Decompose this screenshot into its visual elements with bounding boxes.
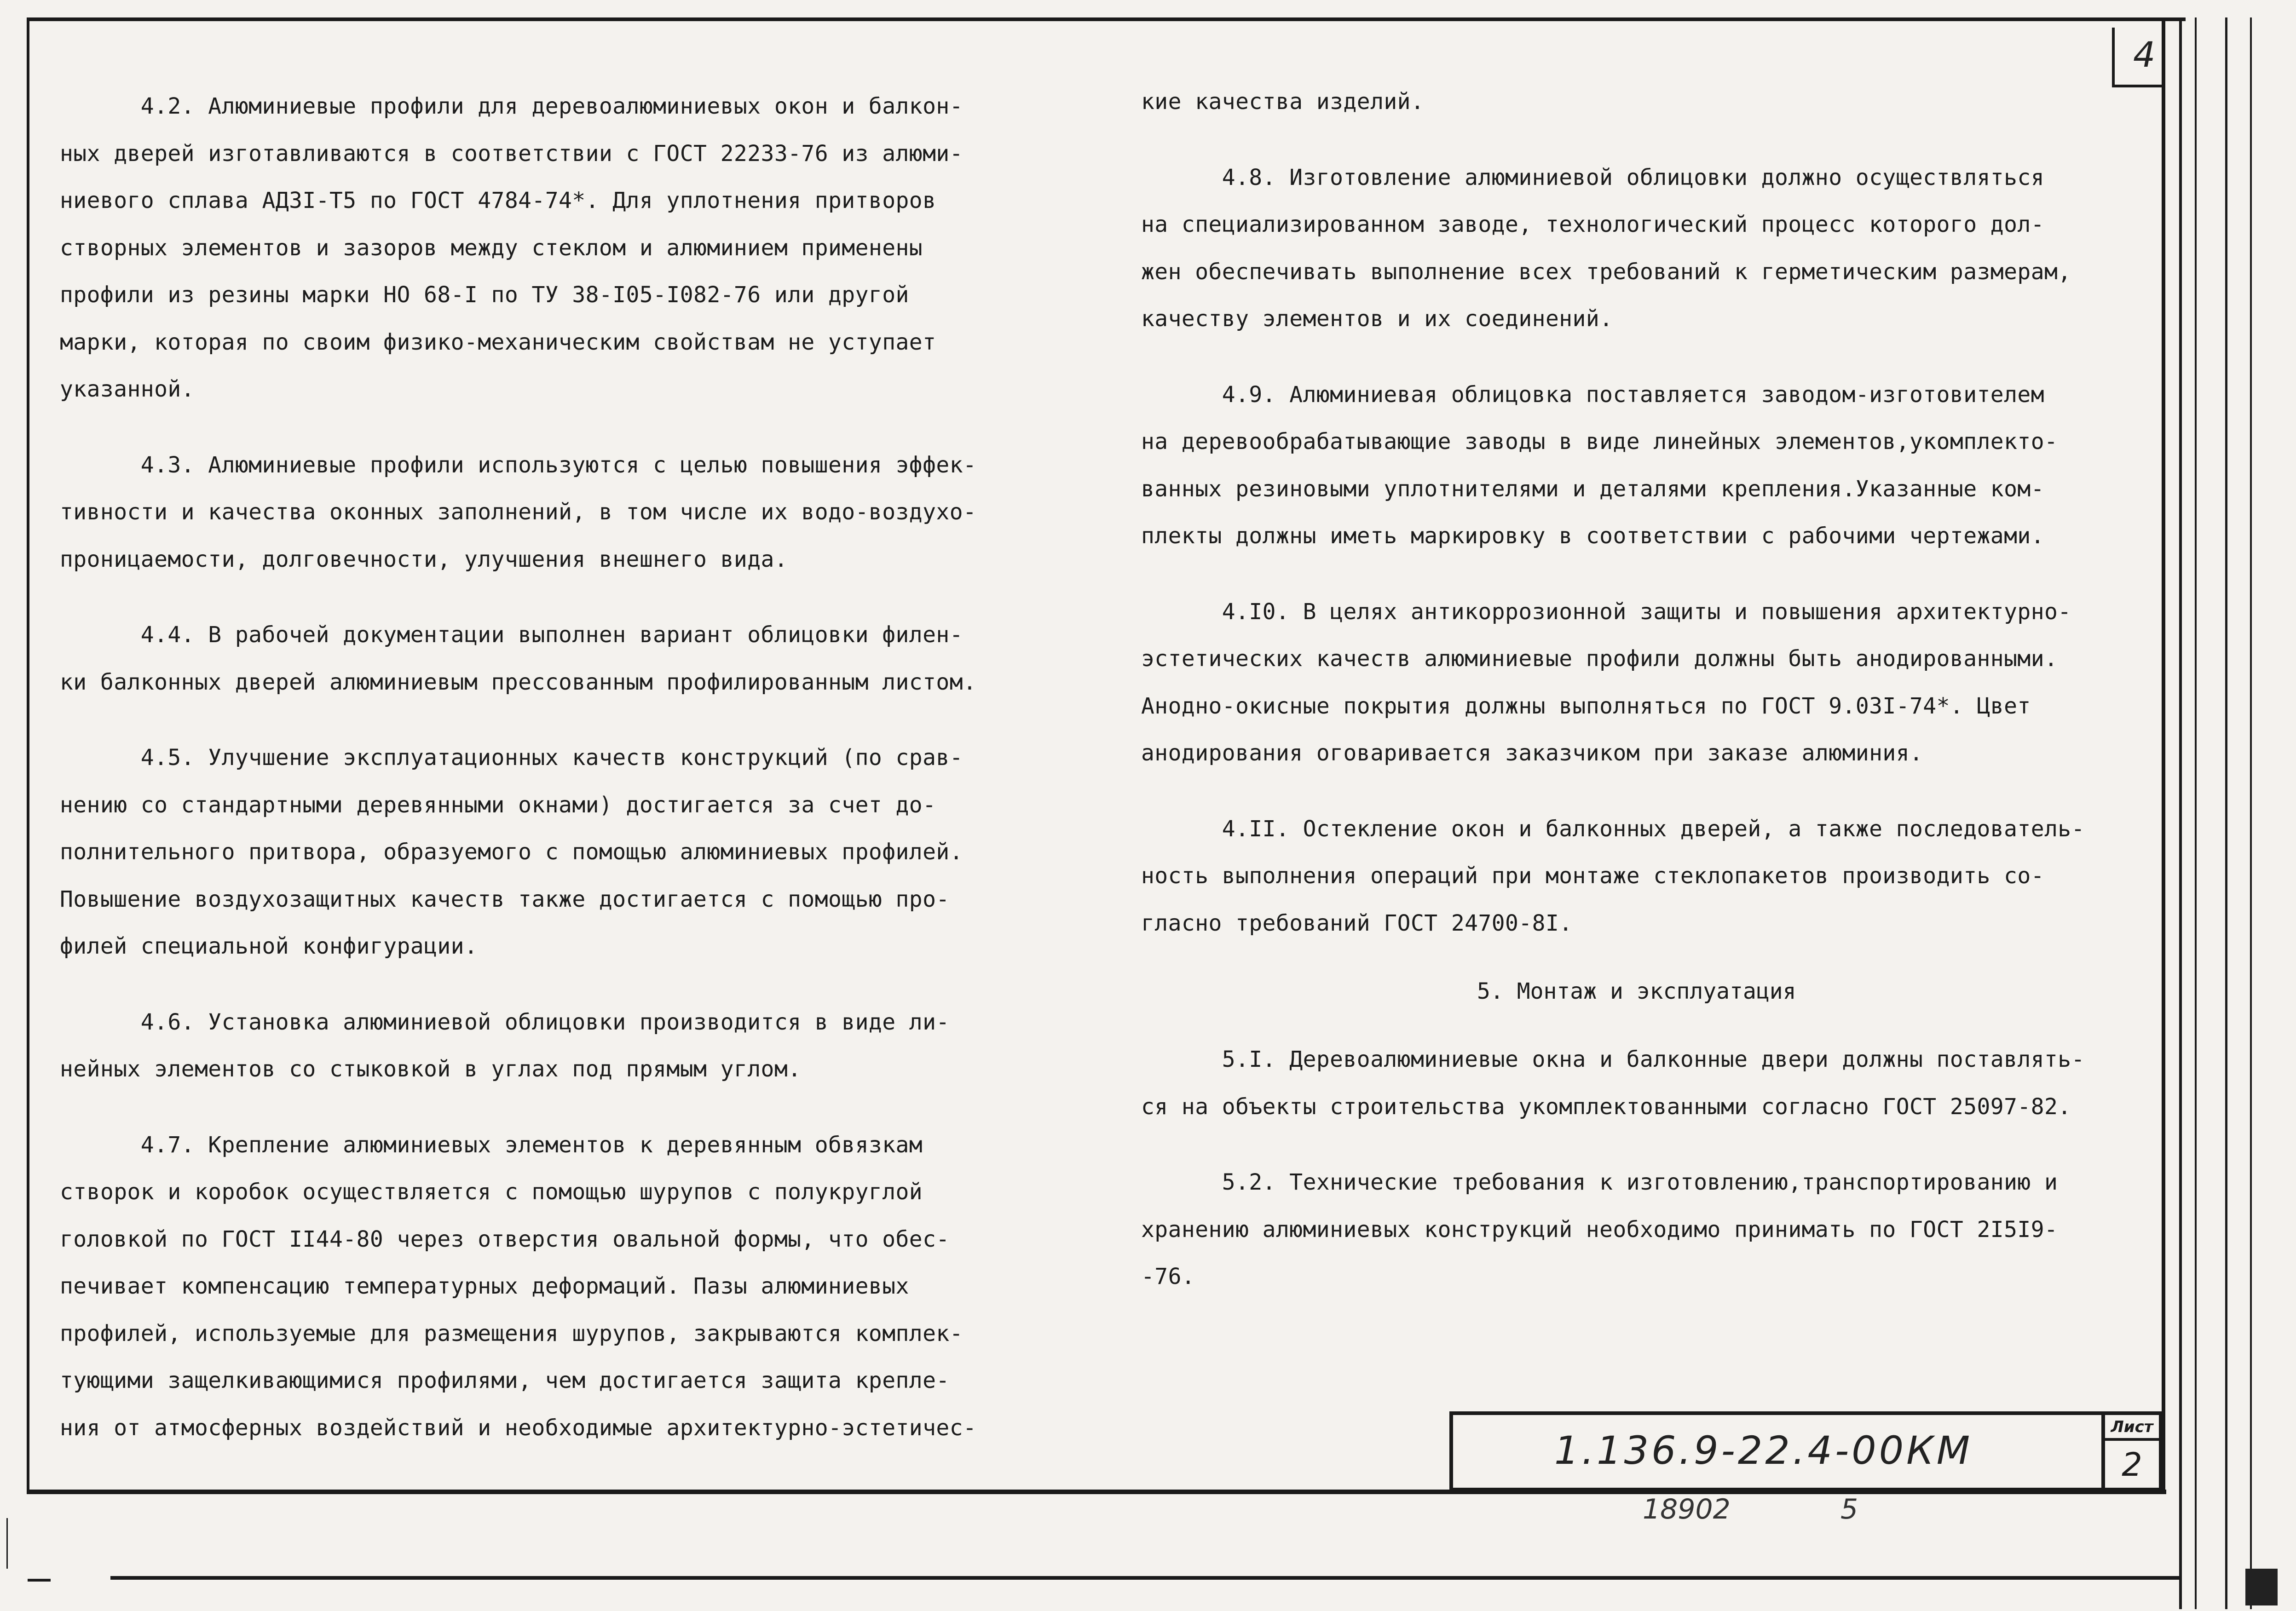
frame-left-lower-line [6,1518,8,1569]
frame-top-line [28,17,2186,21]
text-line: филей специальной конфигурации. [60,933,478,959]
text-line: качеству элементов и их соединений. [1141,306,1613,332]
sheet-label: Лист [2105,1415,2159,1441]
title-sheet-cell [2101,1415,2159,1488]
text-line: ки балконных дверей алюминиевым прессованным профилированным листом. [60,669,977,695]
paragraph [60,83,1035,413]
text-line: Анодно-окисные покрытия должны выполняться по ГОСТ 9.03I-74*. Цвет [1141,693,2031,719]
left-text-column [60,83,1035,1451]
corner-mark [2245,1569,2278,1605]
document-code: 1.136.9-22.4-00КМ [1554,1428,1973,1473]
right-text-column [1141,78,2144,1300]
text-line: 4.4. В рабочей документации выполнен вариант облицовки филен- [60,622,963,648]
text-line: марки, которая по своим физико-механическим свойствам не уступает [60,329,936,355]
text-line: на специализированном заводе, технологический процесс которого дол- [1141,212,2044,237]
text-line: 4.7. Крепление алюминиевых элементов к деревянным обвязкам [60,1132,923,1158]
paragraph [1141,1036,2144,1130]
text-line: анодирования оговаривается заказчиком при заказе алюминия. [1141,740,1923,766]
paragraph [60,999,1035,1093]
text-line: -76. [1141,1264,1195,1289]
text-line: головкой по ГОСТ II44-80 через отверстия овальной формы, что обес- [60,1226,950,1252]
page-count-number: 5 [1840,1493,1858,1525]
text-line: 4.5. Улучшение эксплуатационных качеств конструкций (по срав- [60,745,963,771]
paragraph [60,734,1035,970]
frame-lower-line [110,1576,2181,1580]
text-line: ность выполнения операций при монтаже стеклопакетов производить со- [1141,863,2044,889]
text-line: 4.9. Алюминиевая облицовка поставляется заводом-изготовителем [1141,381,2044,408]
text-line: створных элементов и зазоров между стеклом и алюминием применены [60,235,923,261]
text-line: кие качества изделий. [1141,89,1425,115]
paragraph [60,1122,1035,1452]
text-line: печивает компенсацию температурных деформаций. Пазы алюминиевых [60,1273,909,1299]
text-line: проницаемости, долговечности, улучшения внешнего вида. [60,546,788,572]
text-line: нению со стандартными деревянными окнами) достигается за счет до- [60,792,936,818]
text-line: эстетических качеств алюминиевые профили должны быть анодированными. [1141,646,2058,672]
text-line: хранению алюминиевых конструкций необходимо принимать по ГОСТ 2I5I9- [1141,1216,2058,1243]
text-line: профили из резины марки НО 68-I по ТУ 38-I05-I082-76 или другой [60,282,909,308]
binding-line [2225,17,2227,1609]
text-line: гласно требований ГОСТ 24700-8I. [1141,910,1573,936]
text-line: 4.2. Алюминиевые профили для деревоалюминиевых окон и балкон- [60,93,963,119]
text-line: на деревообрабатывающие заводы в виде линейных элементов,укомплекто- [1141,429,2058,455]
top-sheet-number: 4 [2133,34,2156,75]
text-line: ванных резиновыми уплотнителями и деталями крепления.Указанные ком- [1141,476,2044,502]
text-line: 4.II. Остекление окон и балконных дверей, а также последователь- [1141,816,2085,842]
text-line: жен обеспечивать выполнение всех требований к герметическим размерам, [1141,259,2071,285]
frame-right-line [2162,17,2165,1494]
section-heading: 5. Монтаж и эксплуатация [1477,978,1796,1004]
text-line: 4.8. Изготовление алюминиевой облицовки должно осуществляться [1141,164,2044,190]
text-line: 4.I0. В целях антикоррозионной защиты и повышения архитектурно- [1141,598,2071,625]
frame-left-line [27,17,29,1490]
paragraph [1141,371,2144,560]
archive-number: 18902 [1643,1493,1731,1525]
binding-line [2250,17,2252,1609]
section-5-paragraphs [1141,1036,2144,1300]
title-block [1449,1411,2163,1491]
text-line: ных дверей изготавливаются в соответствии с ГОСТ 22233-76 из алюми- [60,140,963,167]
text-line: Повышение воздухозащитных качеств также достигается с помощью про- [60,886,950,912]
paragraph [1141,1159,2144,1300]
text-line: профилей, используемые для размещения шурупов, закрываются комплек- [60,1320,963,1346]
text-line: 4.6. Установка алюминиевой облицовки производится в виде ли- [60,1009,950,1035]
right-column-paragraphs [1141,78,2144,947]
text-line: створок и коробок осуществляется с помощью шурупов с полукруглой [60,1179,923,1205]
text-line: ниевого сплава АДЗI-Т5 по ГОСТ 4784-74*. Для уплотнения притворов [60,188,936,213]
text-line: 5.I. Деревоалюминиевые окна и балконные двери должны поставлять- [1141,1047,2085,1072]
text-line: нейных элементов со стыковкой в углах под прямым углом. [60,1056,802,1082]
text-line: тивности и качества оконных заполнений, в том числе их водо-воздухо- [60,499,977,525]
text-line: 4.3. Алюминиевые профили используются с целью повышения эффек- [60,452,977,478]
paragraph [1141,806,2144,947]
paragraph [60,611,1035,706]
text-line: тующими защелкивающимися профилями, чем достигается защита крепле- [60,1368,950,1393]
sheet-number: 2 [2122,1446,2142,1484]
text-line: ния от атмосферных воздействий и необходимые архитектурно-эстетичес- [60,1415,977,1441]
paragraph [1141,154,2144,343]
text-line: плекты должны иметь маркировку в соответствии с рабочими чертежами. [1141,523,2044,549]
paragraph [1141,588,2144,777]
text-line: ся на объекты строительства укомплектованными согласно ГОСТ 25097-82. [1141,1093,2071,1120]
text-line: указанной. [60,376,195,402]
edge-mark [28,1579,51,1582]
text-line: 5.2. Технические требования к изготовлению,транспортированию и [1141,1169,2058,1195]
paragraph [1141,78,2144,126]
paragraph [60,442,1035,583]
binding-line [2195,17,2197,1609]
text-line: полнительного притвора, образуемого с помощью алюминиевых профилей. [60,839,963,865]
binding-line [2179,17,2182,1609]
